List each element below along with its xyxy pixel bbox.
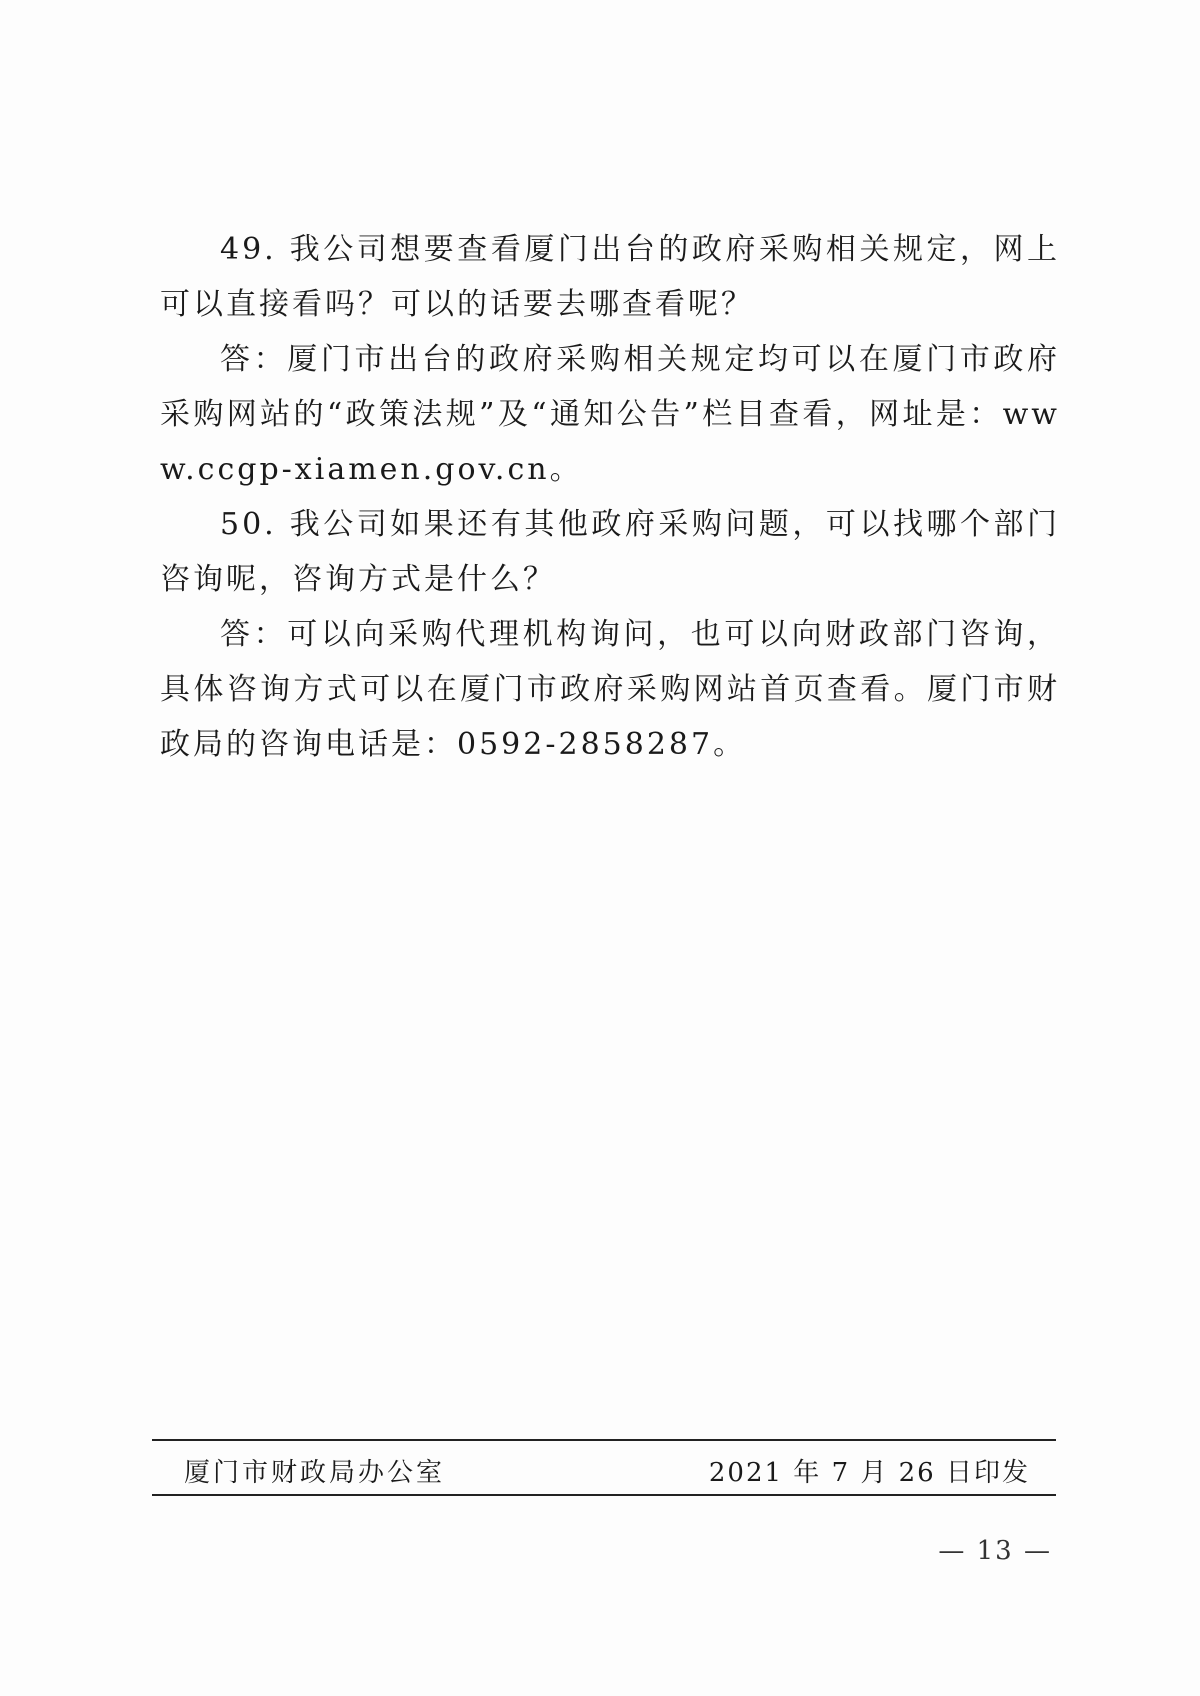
footer-bottom-divider [152,1494,1056,1496]
question-49: 49. 我公司想要查看厦门出台的政府采购相关规定，网上可以直接看吗？可以的话要去哪查看呢？ [160,232,1060,322]
answer-49: 答：厦门市出台的政府采购相关规定均可以在厦门市政府采购网站的“政策法规”及“通知公告”栏目查看，网址是：www.ccgp-xiamen.gov.cn。 [160,342,1060,487]
footer-top-divider [152,1439,1056,1441]
page-number: — 13 — [938,1536,1052,1566]
footer-issuer: 厦门市财政局办公室 [184,1458,446,1488]
document-body [160,222,1060,772]
question-50: 50. 我公司如果还有其他政府采购问题，可以找哪个部门咨询呢，咨询方式是什么？ [160,507,1060,597]
footer-issue-date: 2021 年 7 月 26 日印发 [708,1458,1030,1488]
answer-50: 答：可以向采购代理机构询问，也可以向财政部门咨询，具体咨询方式可以在厦门市政府采购网站首页查看。厦门市财政局的咨询电话是：0592-2858287。 [160,617,1060,762]
